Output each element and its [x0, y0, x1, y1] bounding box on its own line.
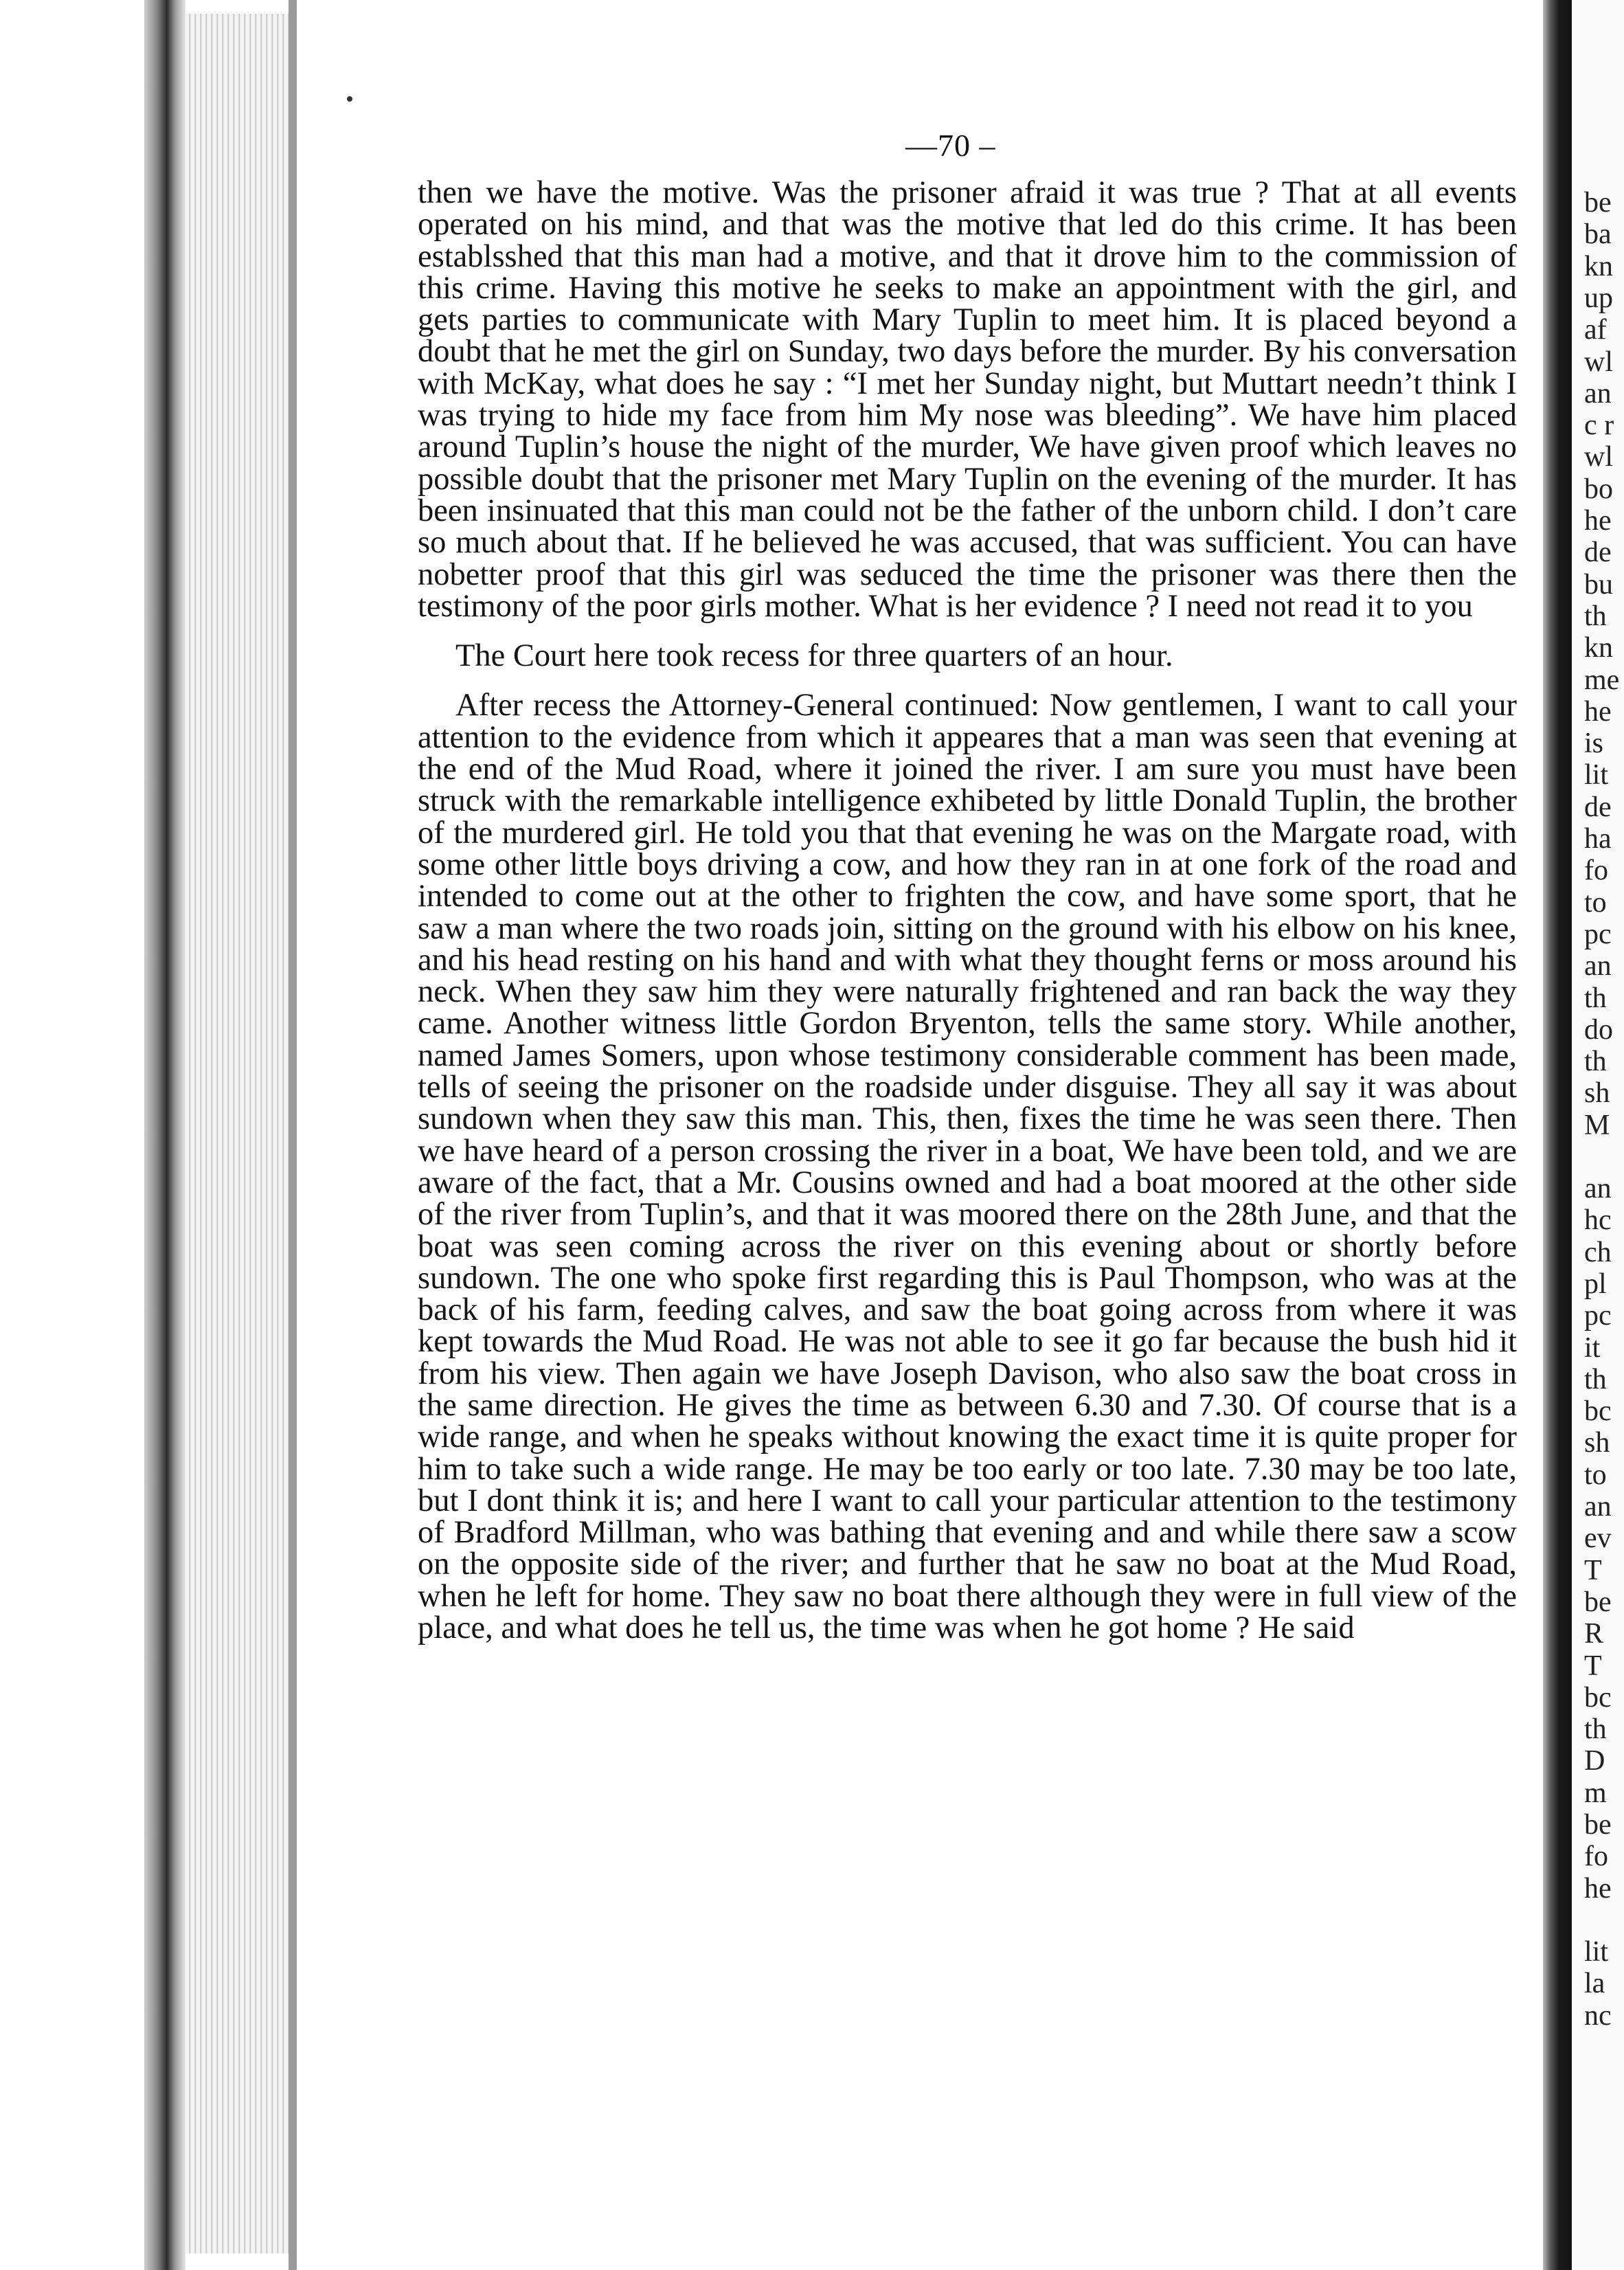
facing-page-fragment: he [1584, 505, 1612, 537]
facing-page-fragment: bo [1584, 473, 1613, 505]
facing-page-fragment: th [1584, 982, 1607, 1014]
facing-page-fragment: he [1584, 695, 1612, 728]
facing-page-fragment: he [1584, 1872, 1612, 1904]
facing-page-fragment: hc [1584, 1204, 1612, 1237]
facing-page-fragment: an [1584, 377, 1612, 409]
facing-page-fragment: an [1584, 950, 1612, 982]
ink-speck [347, 96, 352, 102]
facing-page-fragment: pc [1584, 918, 1612, 950]
facing-page-fragment: be [1584, 1586, 1612, 1618]
facing-page-fragment: to [1584, 886, 1607, 919]
facing-page-fragment: do [1584, 1013, 1613, 1046]
facing-page-fragment: pl [1584, 1268, 1607, 1300]
facing-page-fragment: sh [1584, 1077, 1610, 1110]
facing-page-fragment: bc [1584, 1681, 1612, 1713]
facing-page-fragment: ch [1584, 1236, 1612, 1268]
page-stack-edges [185, 14, 295, 2254]
facing-page-fragment: c r [1584, 409, 1614, 442]
facing-page-fragment: an [1584, 1491, 1612, 1522]
facing-page-fragment: T [1584, 1650, 1602, 1682]
facing-page-fragment: kn [1584, 632, 1613, 664]
facing-page-fragment: th [1584, 1363, 1607, 1395]
facing-page-fragment: an [1584, 1173, 1612, 1204]
facing-page-fragment: fo [1584, 1841, 1608, 1873]
facing-page-fragment: wl [1584, 441, 1613, 473]
facing-page-fragment: th [1584, 600, 1607, 632]
facing-page-fragment: nc [1584, 1999, 1612, 2032]
facing-page-fragment: th [1584, 1713, 1607, 1746]
book-spine-edge [144, 0, 185, 2270]
facing-page-fragment: bc [1584, 1395, 1612, 1428]
facing-page-fragment: up [1584, 282, 1613, 314]
facing-page-fragment: R [1584, 1618, 1604, 1650]
facing-page-fragment: lit [1584, 1935, 1609, 1968]
facing-page-fragment: de [1584, 791, 1612, 823]
page-stack-shadow [289, 0, 297, 2270]
facing-page-fragment: to [1584, 1459, 1607, 1491]
facing-page-fragment: ha [1584, 823, 1612, 855]
facing-page-fragment: wl [1584, 346, 1613, 378]
facing-page-fragment: de [1584, 537, 1612, 569]
facing-page-fragment: be [1584, 187, 1612, 218]
facing-page-fragment: kn [1584, 250, 1613, 282]
page-number: —70 – [905, 128, 996, 163]
facing-page-fragment: th [1584, 1046, 1607, 1078]
facing-page-fragment: ba [1584, 218, 1612, 251]
facing-page-fragment: D [1584, 1745, 1605, 1777]
paragraph-1: then we have the motive. Was the prisoner afraid it was true ? That at all events operated on his mind, and that was the motive that led do this crime. It has been establsshed that this man had a motive, and that it drove him to the commission of this crime. Having this motive he seeks to make an appointment with the girl, and gets parties to communicate with Mary Tuplin to meet him. It is placed beyond a doubt that he met the girl on Sunday, two days before the murder. By his conversation with McKay, what does he say : “I met her Sunday night, but Muttart needn’t think I was trying to hide my face from him My nose was bleeding”. We have him placed around Tuplin’s house the night of the murder, We have given proof which leaves no possible doubt that the prisoner met Mary Tuplin on the evening of the murder. It has been insinuated that this man could not be the father of the unborn child. I don’t care so much about that. If he believed he was accused, that was sufficient. You can have nobetter proof that this girl was seduced the time the prisoner was there then the testimony of the poor girls mother. What is her evidence ? I need not read it to you [418, 175, 1517, 624]
facing-page-fragment: bu [1584, 568, 1613, 600]
paragraph-2: The Court here took recess for three quarters of an hour. [455, 638, 1173, 674]
facing-page-edge [1572, 0, 1624, 2270]
facing-page-fragment: it [1584, 1331, 1601, 1364]
facing-page-fragment: la [1584, 1968, 1605, 2000]
facing-page-fragment: is [1584, 728, 1604, 760]
facing-page-fragment: pc [1584, 1300, 1612, 1332]
facing-page-fragment: sh [1584, 1427, 1610, 1459]
facing-page-fragment: lit [1584, 759, 1609, 791]
facing-page-fragment: fo [1584, 855, 1608, 887]
facing-page-fragment: T [1584, 1554, 1602, 1586]
facing-page-fragment: ev [1584, 1522, 1612, 1555]
facing-page-fragment: me [1584, 664, 1620, 696]
paragraph-3: After recess the Attorney-General continued: Now gentlemen, I want to call your attention to the evidence from which it appeares that a man was seen that evening at the end of the Mud Road, where it joined the river. I am sure you must have been struck with the remarkable intelligence exhibeted by little Donald Tuplin, the brother of the murdered girl. He told you that that evening he was on the Margate road, with some other little boys driving a cow, and how they ran in at one fork of the road and intended to come out at the other to frighten the cow, and have some sport, that he saw a man where the two roads join, sitting on the ground with his elbow on his knee, and his head resting on his hand and with what they thought ferns or moss around his neck. When they saw him they were naturally frightened and ran back the way they came. Another witness little Gordon Bryenton, tells the same story. While another, named James Somers, upon whose testimony considerable comment has been made, tells of seeing the prisoner on the roadside under disguise. They all say it was about sundown when they saw this man. This, then, fixes the time he was seen there. Then we have heard of a person crossing the river in a boat, We have been told, and we are aware of the fact, that a Mr. Cousins owned and had a boat moored at the other side of the river from Tuplin’s, and that it was moored there on the 28th June, and that the boat was seen coming across the river on this evening about or shortly before sundown. The one who spoke first regarding this is Paul Thompson, who was at the back of his farm, feeding calves, and saw the boat going across from where it was kept towards the Mud Road. He was not able to see it go far because the bush hid it from his view. Then again we have Joseph Davison, who also saw the boat cross in the same direction. He gives the time as between 6.30 and 7.30. Of course that is a wide range, and when he speaks without knowing the exact time it is quite proper for him to take such a wide range. He may be too early or too late. 7.30 may be too late, but I dont think it is; and here I want to call your particular attention to the testimony of Bradford Millman, who was bathing that evening and and while there saw a scow on the opposite side of the river; and further that he saw no boat at the Mud Road, when he left for home. They saw no boat there although they were in full view of the place, and what does he tell us, the time was when he got home ? He said [418, 688, 1517, 1646]
facing-page-fragment: m [1584, 1777, 1607, 1809]
facing-page-fragment: M [1584, 1109, 1610, 1141]
facing-page-fragment: be [1584, 1809, 1612, 1841]
page-body [418, 177, 1517, 1644]
book-gutter [1543, 0, 1572, 2270]
facing-page-fragment: af [1584, 314, 1607, 346]
